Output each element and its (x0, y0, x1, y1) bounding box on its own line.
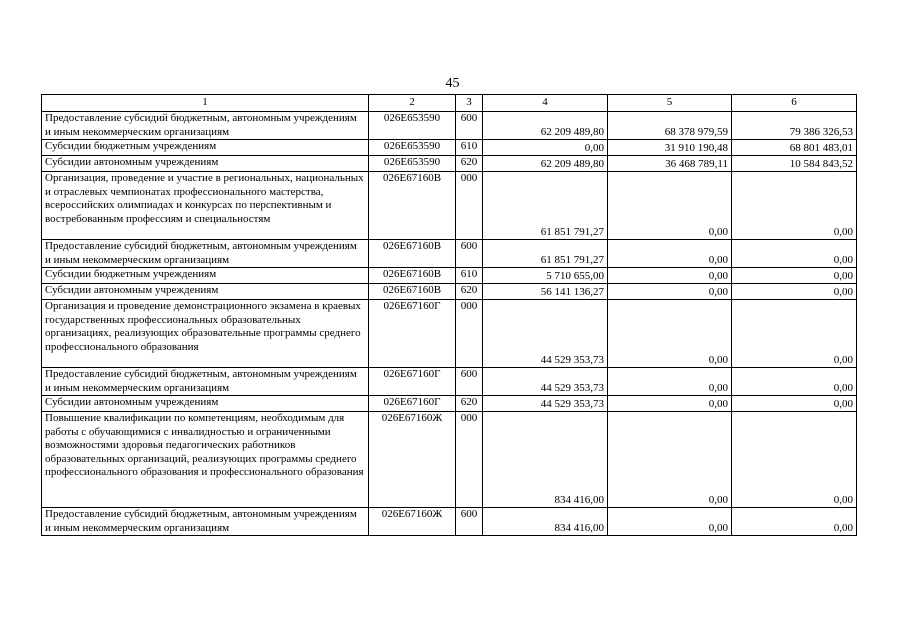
row-value-col4: 61 851 791,27 (483, 172, 608, 240)
row-code: 026E653590 (369, 112, 456, 140)
row-value-col5: 36 468 789,11 (608, 156, 732, 172)
row-code: 026E67160В (369, 172, 456, 240)
row-value-col5: 0,00 (608, 240, 732, 268)
row-type: 000 (456, 412, 483, 508)
row-description: Предоставление субсидий бюджетным, автономным учреждениям и иным некоммерческим организациям (42, 240, 369, 268)
row-description: Субсидии автономным учреждениям (42, 396, 369, 412)
row-code: 026E653590 (369, 156, 456, 172)
table-row (42, 396, 857, 412)
row-code: 026E67160В (369, 268, 456, 284)
row-code: 026E67160В (369, 240, 456, 268)
budget-table (41, 94, 857, 536)
table-row (42, 284, 857, 300)
row-value-col4: 62 209 489,80 (483, 156, 608, 172)
header-row (42, 95, 857, 112)
row-value-col4: 62 209 489,80 (483, 112, 608, 140)
row-value-col6: 0,00 (732, 412, 857, 508)
header-cell-1: 1 (42, 95, 369, 112)
row-code: 026E67160Г (369, 300, 456, 368)
row-value-col5: 0,00 (608, 172, 732, 240)
row-type: 610 (456, 140, 483, 156)
row-value-col5: 0,00 (608, 412, 732, 508)
row-description: Субсидии бюджетным учреждениям (42, 268, 369, 284)
row-type: 620 (456, 396, 483, 412)
row-description: Предоставление субсидий бюджетным, автономным учреждениям и иным некоммерческим организациям (42, 508, 369, 536)
row-code: 026E67160Ж (369, 508, 456, 536)
table-row (42, 112, 857, 140)
row-type: 600 (456, 240, 483, 268)
table-row (42, 268, 857, 284)
row-value-col6: 10 584 843,52 (732, 156, 857, 172)
row-value-col5: 0,00 (608, 396, 732, 412)
row-code: 026E653590 (369, 140, 456, 156)
table-row (42, 368, 857, 396)
row-description: Организация и проведение демонстрационного экзамена в краевых государственных профессиональных образовательных организациях, реализующих образовательные программы среднего профессионального образования (42, 300, 369, 368)
row-code: 026E67160Г (369, 368, 456, 396)
header-cell-6: 6 (732, 95, 857, 112)
row-value-col4: 834 416,00 (483, 412, 608, 508)
table-row (42, 156, 857, 172)
table-row (42, 172, 857, 240)
row-value-col5: 0,00 (608, 368, 732, 396)
row-description: Организация, проведение и участие в региональных, национальных и отраслевых чемпионатах профессионального мастерства, всероссийских олимпиадах и конкурсах по перспективным и востребованным профессиям и специальностям (42, 172, 369, 240)
row-type: 620 (456, 156, 483, 172)
row-value-col4: 44 529 353,73 (483, 368, 608, 396)
row-value-col6: 0,00 (732, 396, 857, 412)
row-code: 026E67160Ж (369, 412, 456, 508)
row-value-col6: 0,00 (732, 240, 857, 268)
row-value-col5: 0,00 (608, 508, 732, 536)
row-description: Предоставление субсидий бюджетным, автономным учреждениям и иным некоммерческим организациям (42, 368, 369, 396)
header-cell-3: 3 (456, 95, 483, 112)
row-value-col4: 44 529 353,73 (483, 396, 608, 412)
row-description: Субсидии бюджетным учреждениям (42, 140, 369, 156)
row-value-col4: 44 529 353,73 (483, 300, 608, 368)
row-value-col6: 79 386 326,53 (732, 112, 857, 140)
header-cell-2: 2 (369, 95, 456, 112)
row-value-col6: 0,00 (732, 508, 857, 536)
row-value-col5: 68 378 979,59 (608, 112, 732, 140)
table-row (42, 508, 857, 536)
row-value-col6: 0,00 (732, 268, 857, 284)
row-value-col6: 0,00 (732, 368, 857, 396)
row-code: 026E67160Г (369, 396, 456, 412)
row-value-col4: 834 416,00 (483, 508, 608, 536)
row-description: Субсидии автономным учреждениям (42, 284, 369, 300)
table-row (42, 140, 857, 156)
row-type: 620 (456, 284, 483, 300)
row-value-col6: 68 801 483,01 (732, 140, 857, 156)
row-description: Субсидии автономным учреждениям (42, 156, 369, 172)
row-value-col5: 0,00 (608, 300, 732, 368)
page-number: 45 (445, 76, 460, 91)
table-row (42, 240, 857, 268)
row-value-col6: 0,00 (732, 172, 857, 240)
row-code: 026E67160В (369, 284, 456, 300)
row-type: 600 (456, 368, 483, 396)
row-type: 600 (456, 508, 483, 536)
row-value-col4: 0,00 (483, 140, 608, 156)
table-row (42, 300, 857, 368)
row-value-col4: 5 710 655,00 (483, 268, 608, 284)
row-type: 610 (456, 268, 483, 284)
row-value-col6: 0,00 (732, 300, 857, 368)
row-type: 000 (456, 300, 483, 368)
row-value-col6: 0,00 (732, 284, 857, 300)
header-cell-4: 4 (483, 95, 608, 112)
row-value-col5: 31 910 190,48 (608, 140, 732, 156)
row-type: 000 (456, 172, 483, 240)
row-value-col4: 56 141 136,27 (483, 284, 608, 300)
row-value-col5: 0,00 (608, 284, 732, 300)
row-description: Предоставление субсидий бюджетным, автономным учреждениям и иным некоммерческим организациям (42, 112, 369, 140)
table-row (42, 412, 857, 508)
row-value-col5: 0,00 (608, 268, 732, 284)
row-value-col4: 61 851 791,27 (483, 240, 608, 268)
row-description: Повышение квалификации по компетенциям, необходимым для работы с обучающимися с инвалидностью и ограниченными возможностями здоровья педагогических работников образовательных организаций, реализующих программы среднего профессионального образования и профессионального образования (42, 412, 369, 508)
row-type: 600 (456, 112, 483, 140)
header-cell-5: 5 (608, 95, 732, 112)
